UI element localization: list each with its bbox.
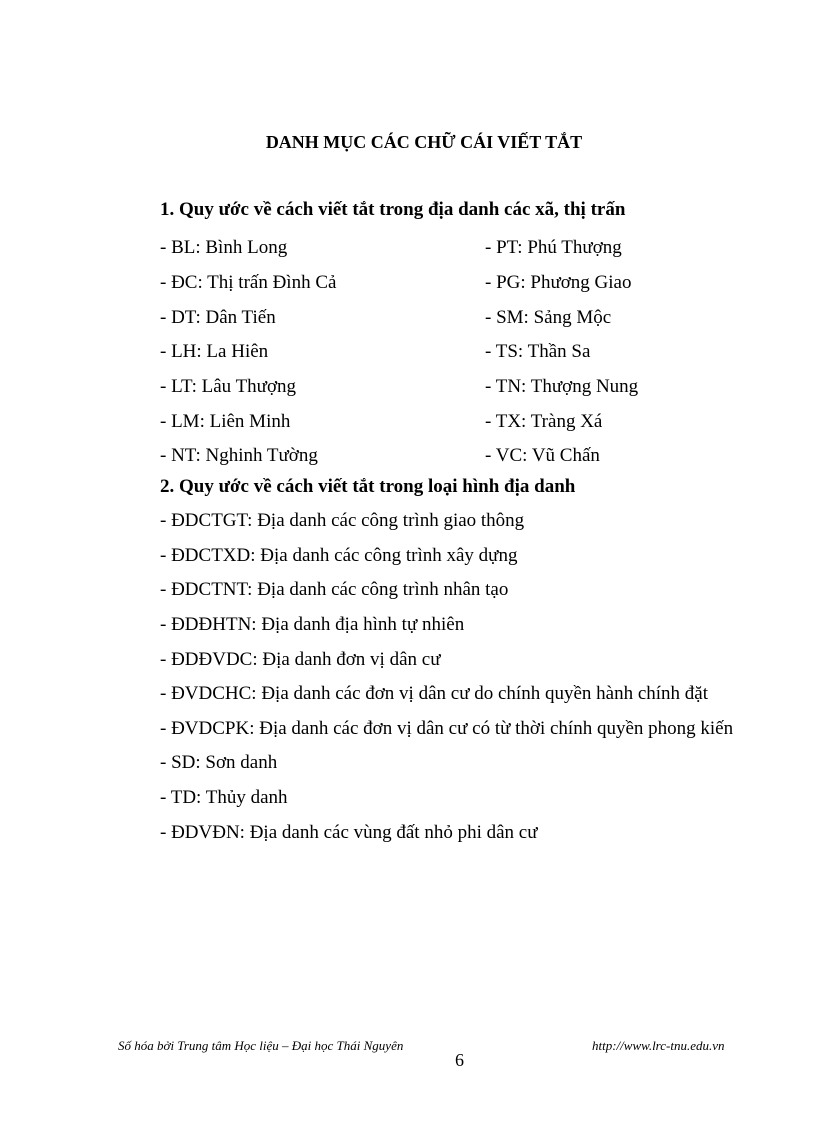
list-item: - ĐDCTNT: Địa danh các công trình nhân tạo	[160, 579, 509, 601]
list-item: - ĐDCTGT: Địa danh các công trình giao thông	[160, 510, 525, 532]
commune-abbreviation-list	[160, 231, 760, 474]
list-item: - ĐVDCHC: Địa danh các đơn vị dân cư do chính quyền hành chính đặt	[160, 683, 708, 705]
footer-url: http://www.lrc-tnu.edu.vn	[592, 1038, 725, 1053]
abbreviation-item: - TN: Thượng Nung	[485, 376, 639, 398]
page-title: DANH MỤC CÁC CHỮ CÁI VIẾT TẮT	[265, 132, 583, 152]
section-1-heading: 1. Quy ước về cách viết tắt trong địa danh các xã, thị trấn	[160, 199, 626, 220]
list-item: - ĐDĐHTN: Địa danh địa hình tự nhiên	[160, 614, 465, 636]
footer-credit: Số hóa bởi Trung tâm Học liệu – Đại học Thái Nguyên	[118, 1038, 404, 1053]
abbreviation-row	[160, 231, 760, 266]
abbreviation-row	[160, 266, 760, 301]
list-item: - SD: Sơn danh	[160, 752, 278, 774]
abbreviation-item: - DT: Dân Tiến	[160, 306, 276, 328]
place-type-abbreviation-list	[160, 504, 810, 850]
abbreviation-item: - LH: La Hiên	[160, 341, 269, 363]
abbreviation-row	[160, 335, 760, 370]
list-item: - TD: Thủy danh	[160, 787, 288, 809]
abbreviation-item: - PT: Phú Thượng	[485, 237, 622, 259]
abbreviation-item: - LM: Liên Minh	[160, 410, 291, 432]
abbreviation-row	[160, 300, 760, 335]
abbreviation-item: - SM: Sảng Mộc	[485, 306, 612, 328]
abbreviation-item: - TS: Thần Sa	[485, 341, 591, 363]
abbreviation-item: - LT: Lâu Thượng	[160, 376, 297, 398]
abbreviation-item: - TX: Tràng Xá	[485, 410, 603, 432]
abbreviation-item: - ĐC: Thị trấn Đình Cả	[160, 272, 337, 294]
section-2-heading: 2. Quy ước về cách viết tắt trong loại hình địa danh	[160, 476, 576, 497]
list-item: - ĐDĐVDC: Địa danh đơn vị dân cư	[160, 648, 441, 670]
list-item: - ĐVDCPK: Địa danh các đơn vị dân cư có từ thời chính quyền phong kiến	[160, 717, 734, 739]
list-item: - ĐDCTXD: Địa danh các công trình xây dựng	[160, 544, 518, 566]
abbreviation-row	[160, 404, 760, 439]
abbreviation-item: - PG: Phương Giao	[485, 272, 632, 294]
abbreviation-item: - BL: Bình Long	[160, 237, 288, 259]
abbreviation-row	[160, 370, 760, 405]
abbreviation-item: - NT: Nghinh Tường	[160, 445, 318, 467]
abbreviation-item: - VC: Vũ Chấn	[485, 445, 600, 467]
abbreviation-row	[160, 439, 760, 474]
page-number: 6	[455, 1050, 464, 1070]
list-item: - ĐDVĐN: Địa danh các vùng đất nhỏ phi dân cư	[160, 821, 538, 843]
